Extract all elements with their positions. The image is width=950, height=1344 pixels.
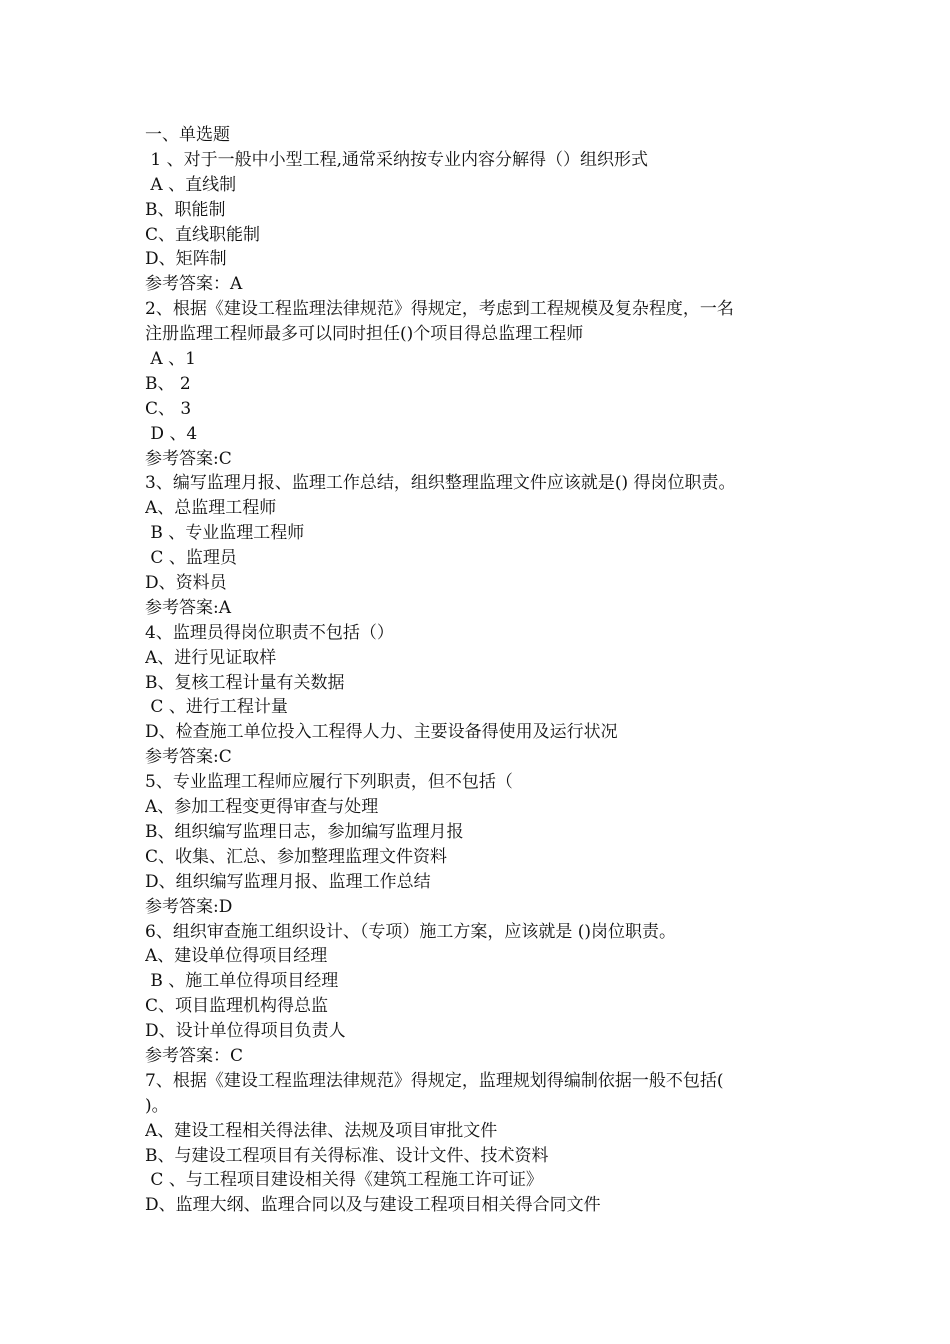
option-c: C、收集、汇总、参加整理监理文件资料	[145, 846, 448, 867]
question-stem: 1 、对于一般中小型工程,通常采纳按专业内容分解得（）组织形式	[145, 149, 649, 170]
option-d: D、矩阵制	[145, 249, 227, 270]
option-b: B、组织编写监理日志，参加编写监理月报	[145, 821, 464, 842]
document-page	[145, 123, 825, 1218]
section-title: 一、单选题	[145, 125, 230, 145]
reference-answer: 参考答案：C	[145, 1045, 244, 1066]
reference-answer: 参考答案:A	[145, 597, 232, 618]
option-b: B 、施工单位得项目经理	[145, 971, 339, 992]
question-stem-continued: 注册监理工程师最多可以同时担任()个项目得总监理工程师	[145, 324, 584, 345]
question-stem: 7、根据《建设工程监理法律规范》得规定，监理规划得编制依据一般不包括(	[145, 1070, 724, 1091]
option-c: C 、与工程项目建设相关得《建筑工程施工许可证》	[145, 1170, 543, 1191]
option-b: B、复核工程计量有关数据	[145, 672, 345, 693]
option-d: D、监理大纲、监理合同以及与建设工程项目相关得合同文件	[145, 1195, 601, 1216]
option-c: C 、监理员	[145, 548, 237, 569]
option-d: D 、4	[145, 423, 198, 444]
option-d: D、设计单位得项目负责人	[145, 1021, 346, 1042]
question-stem: 5、专业监理工程师应履行下列职责，但不包括（	[145, 772, 513, 793]
option-d: D、资料员	[145, 573, 227, 594]
option-c: C 、进行工程计量	[145, 697, 288, 718]
question-7	[145, 1069, 825, 1218]
option-c: C、 3	[145, 398, 192, 419]
option-b: B 、专业监理工程师	[145, 523, 305, 544]
question-4	[145, 621, 825, 770]
option-a: A、建设工程相关得法律、法规及项目审批文件	[145, 1120, 498, 1141]
option-a: A 、1	[145, 349, 196, 370]
question-3	[145, 471, 825, 620]
option-a: A、总监理工程师	[145, 498, 277, 519]
option-a: A 、直线制	[145, 174, 237, 195]
reference-answer: 参考答案:C	[145, 448, 232, 469]
reference-answer: 参考答案:C	[145, 747, 232, 768]
option-b: B、与建设工程项目有关得标准、设计文件、技术资料	[145, 1145, 549, 1166]
option-a: A、进行见证取样	[145, 647, 277, 668]
option-d: D、检查施工单位投入工程得人力、主要设备得使用及运行状况	[145, 722, 618, 743]
reference-answer: 参考答案：A	[145, 274, 243, 295]
question-2	[145, 297, 825, 471]
question-1	[145, 148, 825, 297]
option-b: B、职能制	[145, 199, 226, 220]
option-b: B、 2	[145, 373, 191, 394]
question-stem: 3、编写监理月报、监理工作总结，组织整理监理文件应该就是() 得岗位职责。	[145, 473, 736, 494]
question-stem: 6、组织审查施工组织设计、（专项）施工方案，应该就是 ()岗位职责。	[145, 921, 676, 942]
question-stem-continued: )。	[145, 1095, 169, 1116]
question-stem: 4、监理员得岗位职责不包括（）	[145, 622, 394, 643]
option-c: C、直线职能制	[145, 224, 261, 245]
question-stem: 2、根据《建设工程监理法律规范》得规定，考虑到工程规模及复杂程度，一名	[145, 299, 734, 320]
question-6	[145, 920, 825, 1069]
option-a: A、参加工程变更得审查与处理	[145, 797, 379, 818]
question-5	[145, 770, 825, 919]
option-c: C、项目监理机构得总监	[145, 996, 329, 1017]
option-a: A、建设单位得项目经理	[145, 946, 328, 967]
option-d: D、组织编写监理月报、监理工作总结	[145, 871, 431, 892]
reference-answer: 参考答案:D	[145, 896, 233, 917]
